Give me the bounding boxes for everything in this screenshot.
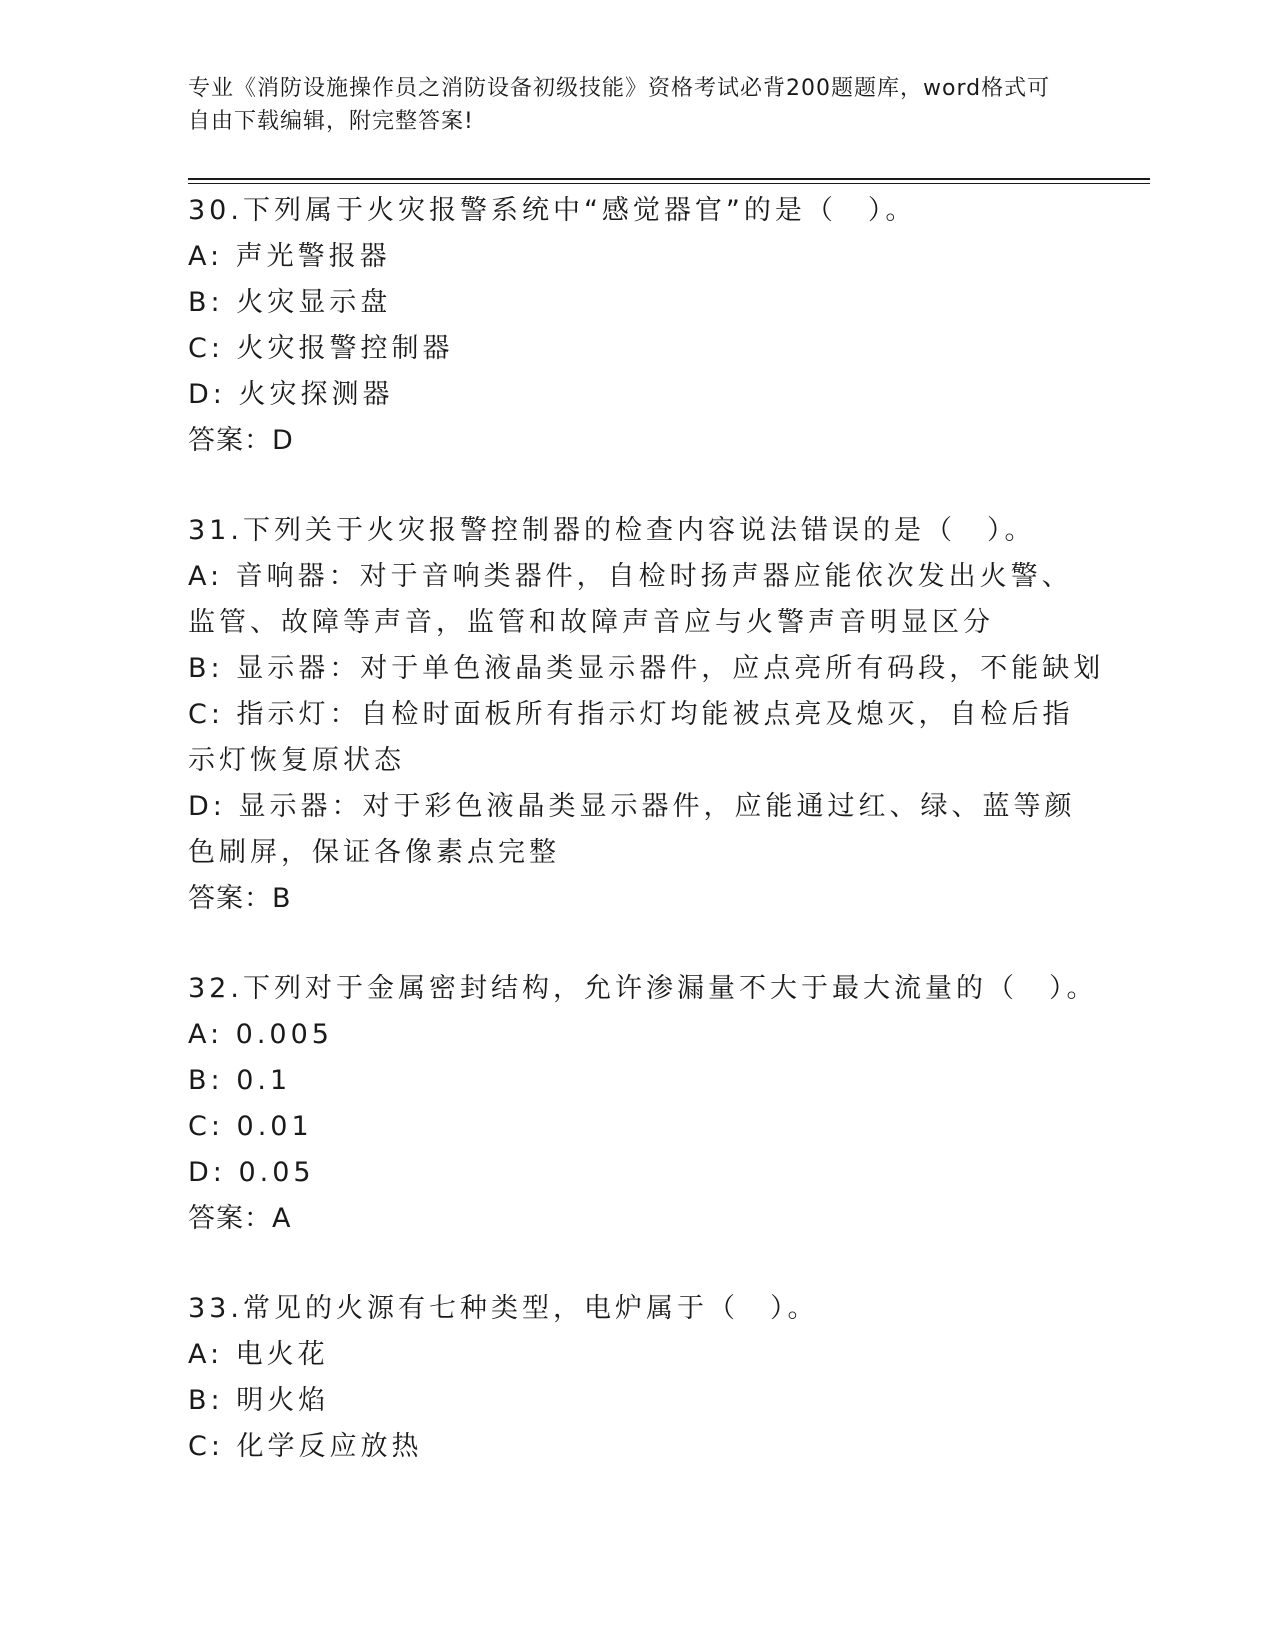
option-d: D: 火灾探测器 (188, 379, 394, 410)
question-32 (188, 966, 1098, 1242)
option-b: B: 显示器：对于单色液晶类显示器件，应点亮所有码段，不能缺划 (188, 653, 1105, 684)
option-a: A: 音响器：对于音响类器件，自检时扬声器应能依次发出火警、监管、故障等声音，监管和故障声音应与火警声音明显区分 (188, 561, 1073, 638)
question-33 (188, 1286, 1088, 1470)
option-a: A: 0.005 (188, 1019, 333, 1050)
question-30 (188, 188, 1088, 464)
option-c: C: 指示灯：自检时面板所有指示灯均能被点亮及熄灭，自检后指示灯恢复原状态 (188, 699, 1074, 776)
question-list (188, 188, 1105, 1514)
header-rule-thick (188, 178, 1150, 180)
question-stem: 31.下列关于火灾报警控制器的检查内容说法错误的是（ ）。 (188, 515, 1036, 546)
question-stem: 30.下列属于火灾报警系统中“感觉器官”的是（ ）。 (188, 195, 917, 226)
question-stem: 32.下列对于金属密封结构，允许渗漏量不大于最大流量的（ ）。 (188, 973, 1098, 1004)
answer-label: 答案：A (188, 1203, 292, 1234)
question-stem: 33.常见的火源有七种类型，电炉属于（ ）。 (188, 1293, 819, 1324)
option-b: B: 0.1 (188, 1065, 292, 1096)
option-d: D: 0.05 (188, 1157, 315, 1188)
document-header: 专业《消防设施操作员之消防设备初级技能》资格考试必背200题题库，word格式可自由下载编辑，附完整答案! (188, 76, 1051, 134)
option-b: B: 火灾显示盘 (188, 287, 392, 318)
option-c: C: 0.01 (188, 1111, 313, 1142)
option-d: D: 显示器：对于彩色液晶类显示器件，应能通过红、绿、蓝等颜色刷屏，保证各像素点完整 (188, 791, 1076, 868)
question-31 (188, 508, 1105, 922)
option-a: A: 声光警报器 (188, 241, 391, 272)
option-b: B: 明火焰 (188, 1385, 330, 1416)
option-c: C: 化学反应放热 (188, 1431, 423, 1462)
answer-label: 答案：B (188, 883, 292, 914)
answer-label: 答案：D (188, 425, 294, 456)
option-c: C: 火灾报警控制器 (188, 333, 454, 364)
header-rule-thin (188, 183, 1150, 184)
option-a: A: 电火花 (188, 1339, 329, 1370)
